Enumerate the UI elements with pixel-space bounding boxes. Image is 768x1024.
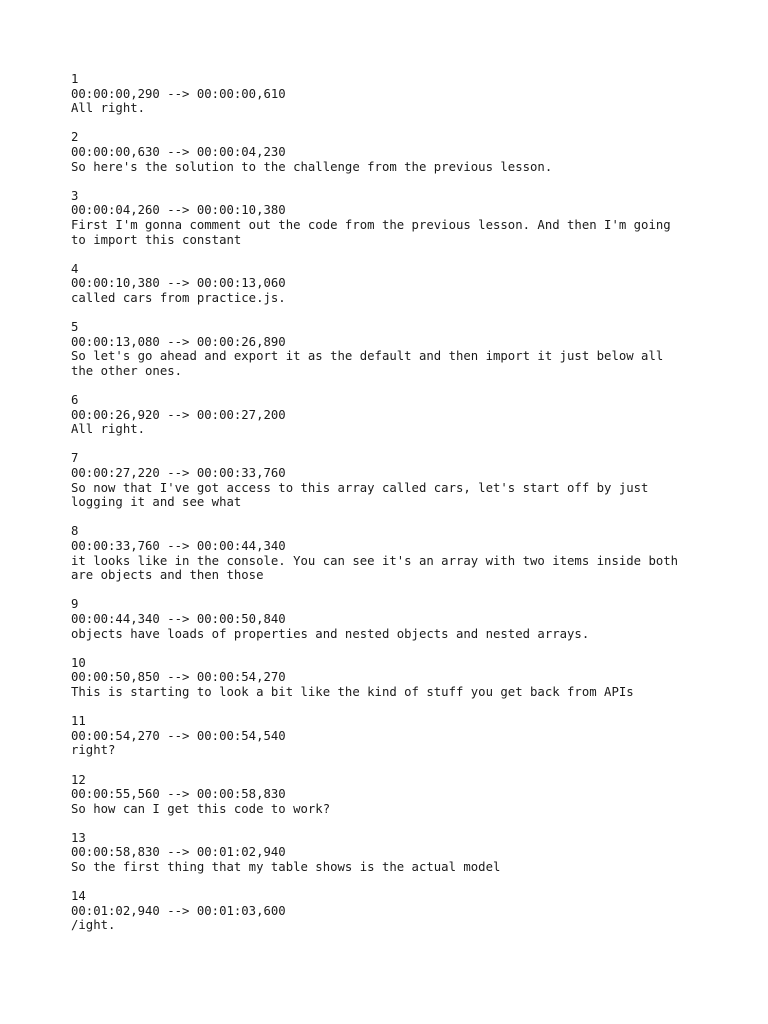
cue-text-line: the other ones. <box>71 363 183 378</box>
cue-text-line: So the first thing that my table shows is the actual model <box>71 860 501 875</box>
subtitle-cue <box>71 451 751 509</box>
cue-text-line: logging it and see what <box>71 495 242 510</box>
cue-index: 11 <box>71 714 86 729</box>
subtitle-cue <box>71 320 751 378</box>
cue-index: 10 <box>71 655 86 670</box>
subtitle-cue <box>71 714 751 758</box>
cue-text-line: objects have loads of properties and nested objects and nested arrays. <box>71 626 590 641</box>
cue-timing: 00:00:00,290 --> 00:00:00,610 <box>71 86 286 101</box>
cue-text-line: All right. <box>71 422 146 437</box>
cue-text-line: So now that I've got access to this array called cars, let's start off by just <box>71 480 649 495</box>
cue-timing: 00:01:02,940 --> 00:01:03,600 <box>71 903 286 918</box>
cue-index: 2 <box>71 130 79 145</box>
subtitle-cue <box>71 831 751 875</box>
subtitle-cue <box>71 189 751 247</box>
cue-index: 1 <box>71 72 79 86</box>
cue-timing: 00:00:27,220 --> 00:00:33,760 <box>71 466 286 481</box>
cue-timing: 00:00:58,830 --> 00:01:02,940 <box>71 845 286 860</box>
subtitle-cue <box>71 773 751 817</box>
cue-timing: 00:00:04,260 --> 00:00:10,380 <box>71 203 286 218</box>
cue-timing: 00:00:55,560 --> 00:00:58,830 <box>71 787 286 802</box>
cue-timing: 00:00:50,850 --> 00:00:54,270 <box>71 670 286 685</box>
cue-text-line: it looks like in the console. You can see it's an array with two items inside both <box>71 553 679 568</box>
cue-timing: 00:00:44,340 --> 00:00:50,840 <box>71 611 286 626</box>
cue-timing: 00:00:13,080 --> 00:00:26,890 <box>71 334 286 349</box>
subtitle-cue <box>71 524 751 582</box>
cue-text-line: So here's the solution to the challenge from the previous lesson. <box>71 159 553 174</box>
cue-text-line: /ight. <box>71 918 116 933</box>
cue-index: 3 <box>71 188 79 203</box>
cue-text-line: right? <box>71 743 116 758</box>
cue-text-line: All right. <box>71 101 146 116</box>
cue-text-line: So let's go ahead and export it as the default and then import it just below all <box>71 349 664 364</box>
subtitle-cue <box>71 72 751 116</box>
cue-text-line: called cars from practice.js. <box>71 290 286 305</box>
cue-index: 13 <box>71 830 86 845</box>
subtitle-document <box>71 72 751 948</box>
cue-timing: 00:00:33,760 --> 00:00:44,340 <box>71 539 286 553</box>
subtitle-cue <box>71 130 751 174</box>
cue-text-line: So how can I get this code to work? <box>71 801 331 816</box>
cue-index: 5 <box>71 320 79 335</box>
cue-timing: 00:00:10,380 --> 00:00:13,060 <box>71 276 286 291</box>
cue-index: 14 <box>71 889 86 904</box>
subtitle-cue <box>71 262 751 306</box>
subtitle-cue <box>71 889 751 933</box>
cue-index: 8 <box>71 524 79 539</box>
cue-timing: 00:00:54,270 --> 00:00:54,540 <box>71 728 286 743</box>
cue-text-line: This is starting to look a bit like the kind of stuff you get back from APIs <box>71 684 634 699</box>
cue-timing: 00:00:00,630 --> 00:00:04,230 <box>71 144 286 159</box>
cue-timing: 00:00:26,920 --> 00:00:27,200 <box>71 407 286 422</box>
cue-text-line: to import this constant <box>71 232 242 247</box>
cue-text-line: First I'm gonna comment out the code from the previous lesson. And then I'm going <box>71 217 671 232</box>
subtitle-cue <box>71 393 751 437</box>
cue-index: 4 <box>71 261 79 276</box>
cue-index: 9 <box>71 597 79 612</box>
cue-index: 12 <box>71 772 86 787</box>
cue-index: 7 <box>71 451 79 466</box>
subtitle-cue <box>71 656 751 700</box>
subtitle-cue <box>71 597 751 641</box>
cue-index: 6 <box>71 393 79 408</box>
cue-text-line: are objects and then those <box>71 568 264 583</box>
